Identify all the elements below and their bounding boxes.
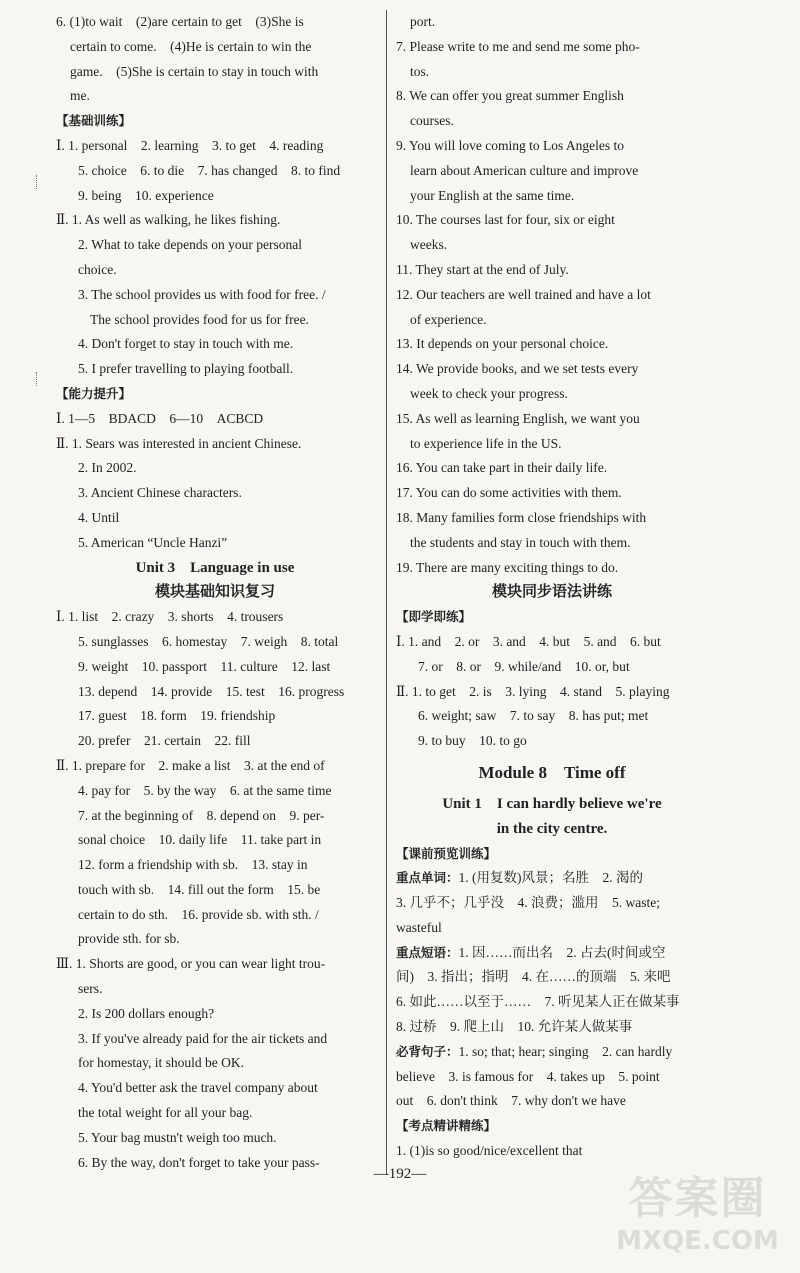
answer-line: 2. Is 200 dollars enough?	[78, 1005, 215, 1021]
answer-line: your English at the same time.	[410, 187, 575, 203]
answer-line: 【即学即练】	[396, 609, 472, 625]
answer-line: Unit 1 I can hardly believe we're	[442, 795, 662, 812]
answer-line: 14. We provide books, and we set tests every	[396, 361, 639, 377]
answer-line: 20. prefer 21. certain 22. fill	[78, 733, 251, 749]
answer-line: 6. 如此……以至于…… 7. 听见某人正在做某事	[396, 994, 680, 1010]
answer-line: Ⅱ. 1. to get 2. is 3. lying 4. stand 5. playing	[396, 683, 670, 699]
answer-line: Ⅰ. 1. and 2. or 3. and 4. but 5. and 6. but	[396, 633, 661, 649]
answer-line: me.	[70, 88, 90, 104]
answer-line: 模块同步语法讲练	[491, 584, 612, 601]
binding-mark	[36, 372, 38, 386]
answer-line	[396, 941, 708, 966]
answer-line: port.	[410, 14, 436, 29]
answer-line: 11. They start at the end of July.	[396, 261, 569, 277]
answer-line: certain to come. (4)He is certain to win the	[70, 38, 312, 54]
answer-line: Ⅲ. 1. Shorts are good, or you can wear light trou-	[56, 956, 326, 972]
answer-line: 15. As well as learning English, we want you	[396, 410, 640, 426]
answer-line: provide sth. for sb.	[78, 931, 180, 947]
section-label: 重点短语：	[396, 944, 459, 960]
answer-line: 8. 过桥 9. 爬上山 10. 允许某人做某事	[396, 1019, 633, 1035]
answer-line: 5. choice 6. to die 7. has changed 8. to find	[78, 162, 341, 178]
answer-line: 4. pay for 5. by the way 6. at the same time	[78, 782, 332, 798]
answer-line: sonal choice 10. daily life 11. take part in	[78, 832, 322, 848]
answer-line: wasteful	[396, 919, 442, 935]
answer-line: to experience life in the US.	[410, 435, 562, 451]
answer-line: 3. 几乎不；几乎没 4. 浪费；滥用 5. waste;	[396, 895, 660, 911]
watermark-logo: 答案圈 MXQE.COM	[616, 1173, 779, 1256]
section-label: 重点单词：	[396, 870, 459, 886]
answer-line: of experience.	[410, 311, 487, 327]
answer-line: courses.	[410, 113, 454, 129]
answer-line: 5. sunglasses 6. homestay 7. weigh 8. total	[78, 633, 339, 649]
answer-line: Ⅱ. 1. prepare for 2. make a list 3. at the end of	[56, 757, 325, 773]
answer-line: in the city centre.	[496, 820, 608, 837]
answer-line: 4. Don't forget to stay in touch with me.	[78, 336, 294, 352]
answer-line	[396, 1040, 708, 1065]
section-label: 必背句子：	[396, 1043, 459, 1059]
answer-line: 13. depend 14. provide 15. test 16. progress	[78, 683, 345, 699]
answer-line: 1. (1)is so good/nice/excellent that	[396, 1143, 583, 1159]
answer-line: 9. You will love coming to Los Angeles to	[396, 137, 625, 153]
answer-line: Unit 3 Language in use	[135, 559, 295, 576]
answer-line: 7. or 8. or 9. while/and 10. or, but	[418, 658, 630, 674]
answer-line: 9. to buy 10. to go	[418, 733, 527, 749]
answer-line: 17. You can do some activities with them.	[396, 485, 622, 501]
answer-line: the students and stay in touch with them.	[410, 534, 631, 550]
answer-line: 13. It depends on your personal choice.	[396, 336, 609, 352]
answer-line: Module 8 Time off	[478, 762, 626, 782]
answer-line: 9. being 10. experience	[78, 187, 214, 203]
answer-line: 模块基础知识复习	[154, 584, 275, 601]
answer-line: 10. The courses last for four, six or eight	[396, 212, 615, 228]
answer-line: 5. Your bag mustn't weigh too much.	[78, 1129, 277, 1145]
answer-line: Ⅰ. 1. personal 2. learning 3. to get 4. reading	[56, 137, 324, 153]
answer-line: 12. Our teachers are well trained and have a lot	[396, 286, 651, 302]
answer-line: Ⅰ. 1. list 2. crazy 3. shorts 4. trousers	[56, 609, 284, 625]
answer-line: tos.	[410, 63, 430, 79]
answer-line: 7. at the beginning of 8. depend on 9. per-	[78, 807, 325, 823]
answer-line: choice.	[78, 261, 117, 277]
answer-line: 【考点精讲精练】	[396, 1118, 497, 1134]
answer-line: 【课前预览训练】	[396, 845, 497, 861]
answer-text: 1. 因……而出名 2. 占去(时间或空	[458, 944, 666, 960]
answer-line: The school provides food for us for free.	[90, 311, 309, 327]
answer-line: 2. In 2002.	[78, 460, 137, 476]
answer-line: 4. Until	[78, 509, 120, 525]
answer-line: 3. Ancient Chinese characters.	[78, 485, 242, 501]
answer-line: 16. You can take part in their daily life.	[396, 460, 608, 476]
left-column	[56, 10, 374, 1175]
column-divider	[386, 10, 387, 1175]
answer-line: 3. If you've already paid for the air tickets and	[78, 1030, 328, 1046]
answer-text: 1. (用复数)风景；名胜 2. 渴的	[458, 870, 644, 886]
answer-line: 17. guest 18. form 19. friendship	[78, 708, 276, 724]
answer-line: 12. form a friendship with sb. 13. stay in	[78, 857, 308, 873]
answer-line: 2. What to take depends on your personal	[78, 237, 302, 253]
answer-line: Ⅰ. 1—5 BDACD 6—10 ACBCD	[56, 410, 264, 426]
answer-line: sers.	[78, 981, 103, 997]
answer-line	[396, 866, 708, 891]
answer-line: 5. American “Uncle Hanzi”	[78, 534, 228, 550]
answer-line: learn about American culture and improve	[410, 162, 639, 178]
answer-line: 18. Many families form close friendships with	[396, 509, 647, 525]
answer-line: out 6. don't think 7. why don't we have	[396, 1093, 626, 1109]
answer-line: the total weight for all your bag.	[78, 1105, 253, 1121]
answer-line: Ⅱ. 1. As well as walking, he likes fishing.	[56, 212, 281, 228]
answer-line: certain to do sth. 16. provide sb. with sth. /	[78, 906, 319, 922]
answer-line: 9. weight 10. passport 11. culture 12. last	[78, 658, 331, 674]
answer-line: 19. There are many exciting things to do.	[396, 559, 619, 575]
answer-line: Ⅱ. 1. Sears was interested in ancient Chinese.	[56, 435, 302, 451]
answer-line: 4. You'd better ask the travel company about	[78, 1080, 318, 1096]
answer-line: touch with sb. 14. fill out the form 15. be	[78, 881, 321, 897]
answer-line: 6. weight; saw 7. to say 8. has put; met	[418, 708, 649, 724]
answer-line: 7. Please write to me and send me some pho-	[396, 38, 640, 54]
answer-line: 3. The school provides us with food for free. /	[78, 286, 326, 302]
answer-line: game. (5)She is certain to stay in touch with	[70, 63, 319, 79]
page-number: —192—	[373, 1166, 427, 1182]
answer-line: 8. We can offer you great summer English	[396, 88, 624, 104]
answer-line: 【能力提升】	[56, 385, 132, 401]
binding-mark	[36, 175, 38, 189]
answer-line: 间) 3. 指出；指明 4. 在……的顶端 5. 来吧	[396, 969, 671, 985]
right-column	[396, 10, 708, 1164]
answer-line: believe 3. is famous for 4. takes up 5. point	[396, 1068, 660, 1084]
answer-line: week to check your progress.	[410, 385, 568, 401]
answer-line: weeks.	[410, 237, 448, 253]
answer-line: 6. By the way, don't forget to take your pass-	[78, 1154, 320, 1170]
answer-line: 6. (1)to wait (2)are certain to get (3)She is	[56, 14, 304, 29]
answer-text: 1. so; that; hear; singing 2. can hardly	[458, 1043, 673, 1059]
answer-line: 5. I prefer travelling to playing football.	[78, 361, 294, 377]
answer-line: for homestay, it should be OK.	[78, 1055, 244, 1071]
answer-line: 【基础训练】	[56, 113, 132, 129]
